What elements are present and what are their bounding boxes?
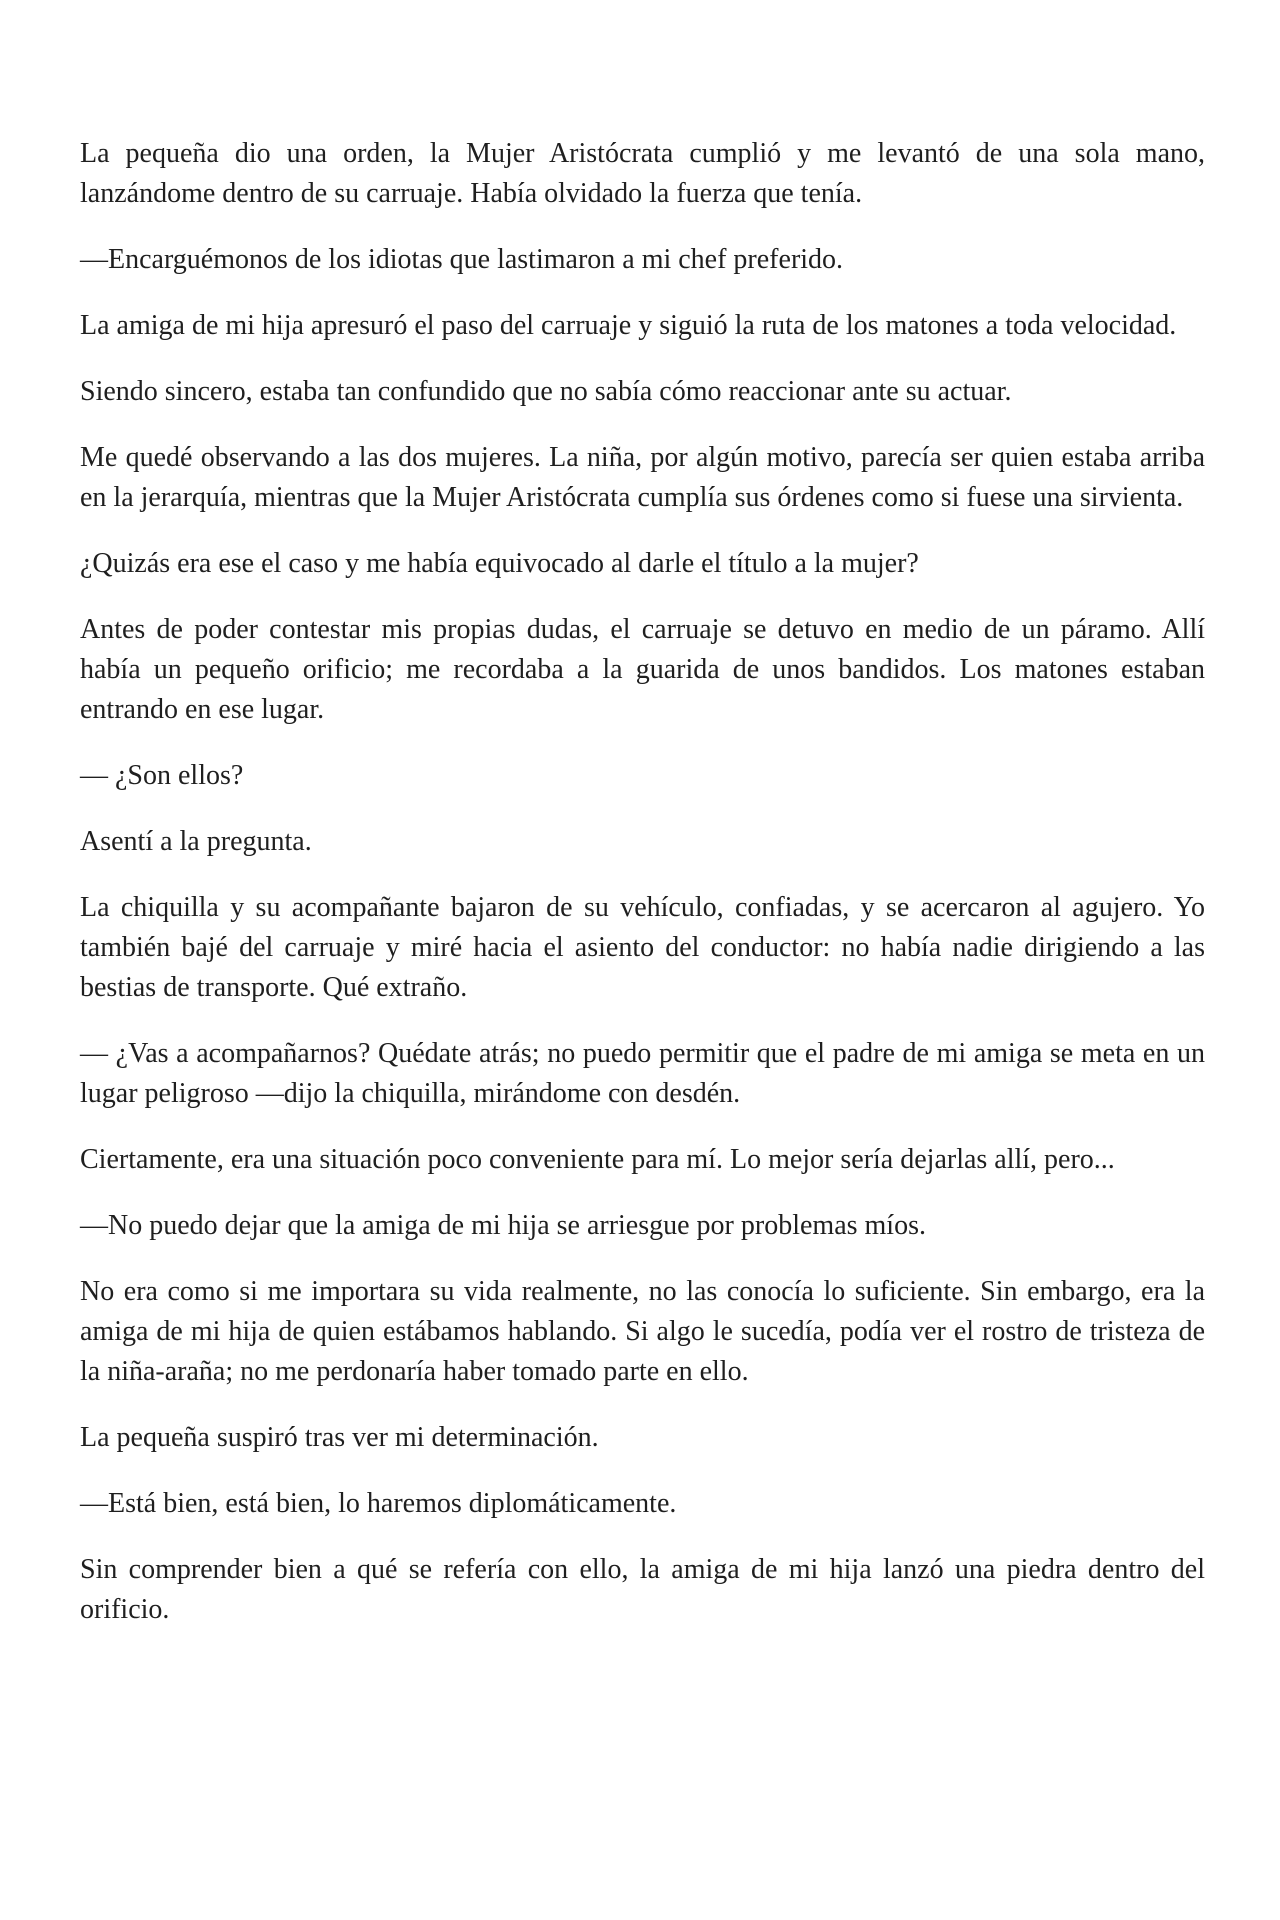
paragraph: ¿Quizás era ese el caso y me había equivocado al darle el título a la mujer? <box>80 548 919 579</box>
paragraph: La chiquilla y su acompañante bajaron de su vehículo, confiadas, y se acercaron al agujero. Yo también bajé del carruaje y miré hacia el asiento del conductor: no había nadie dirigiendo a las bestias de transporte. Qué extraño. <box>80 892 1205 1003</box>
paragraph: — ¿Vas a acompañarnos? Quédate atrás; no puedo permitir que el padre de mi amiga se meta en un lugar peligroso —dijo la chiquilla, mirándome con desdén. <box>80 1038 1205 1109</box>
paragraph: Asentí a la pregunta. <box>80 826 312 857</box>
paragraph: No era como si me importara su vida realmente, no las conocía lo suficiente. Sin embargo, era la amiga de mi hija de quien estábamos hablando. Si algo le sucedía, podía ver el rostro de tristeza de la niña-araña; no me perdonaría haber tomado parte en ello. <box>80 1276 1205 1387</box>
paragraph: La pequeña suspiró tras ver mi determinación. <box>80 1422 599 1453</box>
paragraph: Sin comprender bien a qué se refería con ello, la amiga de mi hija lanzó una piedra dentro del orificio. <box>80 1554 1205 1625</box>
paragraph: Ciertamente, era una situación poco conveniente para mí. Lo mejor sería dejarlas allí, pero... <box>80 1144 1115 1175</box>
paragraph: La amiga de mi hija apresuró el paso del carruaje y siguió la ruta de los matones a toda velocidad. <box>80 310 1177 341</box>
paragraph: Antes de poder contestar mis propias dudas, el carruaje se detuvo en medio de un páramo. Allí había un pequeño orificio; me recordaba a la guarida de unos bandidos. Los matones estaban entrando en ese lugar. <box>80 614 1205 725</box>
paragraph: —No puedo dejar que la amiga de mi hija se arriesgue por problemas míos. <box>80 1210 926 1241</box>
paragraph: Siendo sincero, estaba tan confundido que no sabía cómo reaccionar ante su actuar. <box>80 376 1012 407</box>
paragraph: —Está bien, está bien, lo haremos diplomáticamente. <box>80 1488 677 1519</box>
paragraph: —Encarguémonos de los idiotas que lastimaron a mi chef preferido. <box>80 244 844 275</box>
paragraph: — ¿Son ellos? <box>80 760 244 791</box>
document-page <box>80 134 1205 1656</box>
paragraph: La pequeña dio una orden, la Mujer Aristócrata cumplió y me levantó de una sola mano, lanzándome dentro de su carruaje. Había olvidado la fuerza que tenía. <box>80 138 1205 209</box>
paragraph: Me quedé observando a las dos mujeres. La niña, por algún motivo, parecía ser quien estaba arriba en la jerarquía, mientras que la Mujer Aristócrata cumplía sus órdenes como si fuese una sirvienta. <box>80 442 1205 513</box>
